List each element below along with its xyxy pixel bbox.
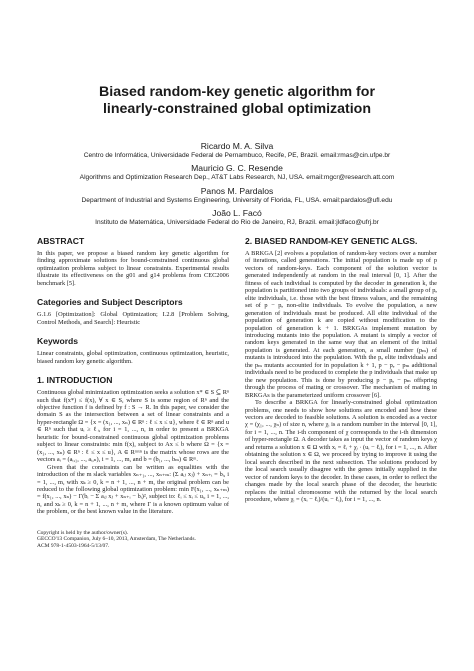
paragraph: Given that the constraints can be written as equalities with the introduction of the m slack variables xₙ₊₁, ..., xₙ₊ₘ: (Σ aᵢⱼ xⱼ) + xₙ₊ᵢ = bᵢ, i = 1, ..., m, with xₖ ≥ 0, k = n + 1, ..., n + m, the original problem can be reduced to the following global optimization problem: min F(x₁, ..., xₙ₊ₘ) = f(x₁, ..., xₙ) − Γ(bᵢ − Σ aᵢⱼ xⱼ + xₙ₊ᵢ − bᵢ)², subject to: ℓᵢ ≤ xᵢ ≤ uᵢ, i = 1, ..., n, and xₖ ≥ 0, k = n + 1, ..., n + m, where Γ is a known optimum value of the problem, or the best known value in the literature. (37, 463, 229, 516)
brkga-section (245, 236, 437, 503)
paragraph: To describe a BRKGA for linearly-constrained global optimization problems, one needs to show how solutions are encoded and how these vectors are decoded to feasible solutions. A solution is encoded as a vector χ = (χ₁, ..., χₙ) of size n, where χᵢ is a random number in the interval [0, 1], for i = 1, ..., n. The i-th component of χ corresponds to the i-th dimension of hyper-rectangle Ω. A decoder takes as input the vector of random keys χ and returns a solution x ∈ Ω with xᵢ = ℓᵢ + χᵢ · (uᵢ − ℓᵢ), for i = 1, ..., n. After obtaining the solution x ∈ Ω, we proceed by trying to improve it using the local search described in the next subsection. The solutions produced by the local search usually disagree with the genes initially supplied in the vector of random keys to the decoder. In these cases, in order to reflect the changes made by the local search phase of the decoder, the heuristic replaces the initial chromosome with the returned by the local search procedure, where χᵢ = (xᵢ − ℓᵢ)/(uᵢ − ℓᵢ), for i = 1, ..., n. (245, 399, 437, 503)
copyright-line: GECCO'13 Companion, July 6–10, 2013, Amsterdam, The Netherlands. (37, 536, 196, 543)
author-affiliation: Algorithms and Optimization Research Dep., AT&T Labs Research, NJ, USA. email:mgcr@research.att.com (79, 174, 395, 182)
author-name: Mauricio G. C. Resende (191, 163, 283, 174)
abstract-text: In this paper, we propose a biased random key genetic algorithm for finding approximate solutions for bound-constrained continuous global optimization problems subject to linear constraints. Experimental results illustrate its effectiveness on the g01 and g14 problems from CEC2006 benchmark [5]. (37, 250, 229, 287)
keywords-text: Linear constraints, global optimization, continuous optimization, heuristic, biased random key genetic algorithm. (37, 350, 229, 365)
section-heading: Categories and Subject Descriptors (37, 297, 183, 308)
author (20, 186, 454, 205)
author-affiliation: Instituto de Matemática, Universidade Federal do Rio de Janeiro, RJ, Brazil. email:jldfaco@ufrj.br (95, 219, 379, 227)
author-affiliation: Centro de Informática, Universidade Federal de Pernambuco, Recife, PE, Brazil. email:rmas@cin.ufpe.br (83, 152, 391, 159)
right-column (245, 236, 437, 503)
paragraph: A BRKGA [2] evolves a population of random-key vectors over a number of iterations, called generations. The initial population is made up of p vectors of random-keys. Each component of the solution vector is generated independently at random in the real interval [0, 1]. After the fitness of each individual is computed by the decoder in generation k, the population is partitioned into two groups of individuals: a small group of pₑ elite individuals, i.e. those with the best fitness values, and the remaining set of p − pₑ non-elite individuals. To evolve the population, a new generation of individuals must be produced. All elite individual of the population of generation k are copied without modification to the population of generation k + 1. BRKGAs implement mutation by introducing mutants into the population. A mutant is simply a vector of random keys generated in the same way that an element of the initial population is generated. At each generation, a small number (pₘ) of mutants is introduced into the population. With the pₑ elite individuals and the pₘ mutants accounted for in population k + 1, p − pₑ − pₘ additional individuals need to be produced to complete the p individuals that make up the new population. This is done by producing p − pₑ − pₘ offspring through the process of mating or crossover. The mechanism of mating in BRKGAs is the parameterized uniform crossover [6]. (245, 250, 437, 399)
keywords-section (37, 336, 229, 365)
abstract-section (37, 236, 229, 287)
section-heading: 2. BIASED RANDOM-KEY GENETIC ALGS. (245, 236, 418, 246)
author-affiliation: Department of Industrial and Systems Engineering, University of Florida, FL, USA. email:pardalos@ufl.edu (81, 196, 393, 204)
author-name: João L. Facó (212, 208, 262, 219)
categories-section (37, 297, 229, 326)
section-heading: 1. INTRODUCTION (37, 375, 113, 386)
title-line-1: Biased random-key genetic algorithm for (99, 84, 375, 100)
copyright-line: ACM 978-1-4503-1964-5/13/07. (37, 542, 110, 549)
author-name: Ricardo M. A. Silva (200, 141, 274, 151)
author-name: Panos M. Pardalos (200, 185, 274, 196)
title-line-2: linearly-constrained global optimization (102, 101, 372, 117)
author (20, 141, 454, 160)
introduction-section (37, 375, 229, 516)
copyright-line: Copyright is held by the author/owner(s). (37, 529, 129, 536)
paragraph: Continuous global minimization optimization seeks a solution x* ∈ S ⊆ Rⁿ such that f(x*) ≤ f(x), ∀ x ∈ S, where S is some region of Rⁿ and the objective function f is defined by f : S → R. In this paper, we consider the domain S as the intersection between a set of linear constraints and a hyper-rectangle Ω = {x = (x₁, ..., xₙ) ∈ Rⁿ : ℓ ≤ x ≤ u}, where ℓ ∈ Rⁿ and u ∈ Rⁿ such that uᵢ ≥ ℓᵢ, for i = 1, ..., n, in order to present a BRKGA heuristic for bound-constrained continuous global optimization problems subject to linear constraints: min f(x), subject to Ax ≤ b where Ω = {x = (x₁, ..., xₙ) ∈ Rⁿ : ℓ ≤ x ≤ u}, A ∈ Rᵐˣⁿ is the matrix whose rows are the vectors aᵢ = (aᵢ,₁, ..., aᵢ,ₙ), i = 1, ..., m, and b = (b₁, ..., bₘ) ∈ Rᵐ. (37, 389, 229, 464)
author (20, 163, 454, 182)
copyright-notice (37, 530, 229, 550)
categories-text: G.1.6 [Optimization]: Global Optimization; I.2.8 [Problem Solving, Control Methods, and Search]: Heuristic (37, 311, 229, 326)
author (20, 208, 454, 227)
paper-title (40, 84, 434, 118)
section-heading: ABSTRACT (37, 236, 85, 246)
author-block (20, 138, 454, 228)
section-heading: Keywords (37, 336, 79, 347)
left-column (37, 236, 229, 550)
